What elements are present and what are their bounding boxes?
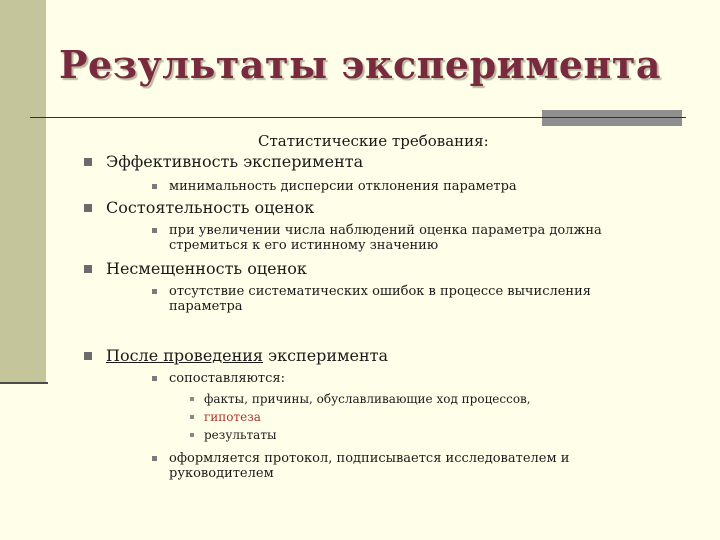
list-item: [84, 259, 307, 278]
list-item-label-underlined: После проведения: [106, 346, 264, 365]
list-sub-item: [152, 179, 517, 194]
list-sub-item-text: стремиться к его истинному значению: [169, 238, 439, 253]
title-rule: [30, 117, 536, 118]
bullet-square-icon: [152, 456, 157, 461]
list-sub-sub-item-text: результаты: [204, 428, 277, 442]
list-sub-item: [152, 223, 602, 253]
list-item-label: эксперимента: [263, 346, 389, 365]
list-sub-item-text: оформляется протокол, подписывается исследователем и: [169, 451, 570, 466]
list-sub-item: [152, 451, 569, 481]
bullet-square-icon: [84, 265, 92, 273]
bullet-square-icon: [190, 415, 194, 419]
bullet-square-icon: [84, 158, 92, 166]
list-sub-item-text: руководителем: [169, 466, 274, 481]
bullet-square-icon: [152, 184, 157, 189]
list-sub-sub-item-text: гипотеза: [204, 410, 261, 424]
subtitle: Статистические требования:: [258, 132, 489, 150]
list-sub-item-text: параметра: [169, 299, 243, 314]
bullet-square-icon: [152, 228, 157, 233]
bullet-square-icon: [84, 204, 92, 212]
list-sub-item-text: сопоставляются:: [169, 371, 285, 386]
list-sub-sub-item: [190, 428, 277, 442]
page-title: Результаты эксперимента: [58, 42, 662, 87]
list-sub-sub-item: [190, 392, 531, 406]
list-sub-sub-item-text: факты, причины, обуславливающие ход процессов,: [204, 392, 531, 406]
bullet-square-icon: [190, 433, 194, 437]
list-item: [84, 346, 388, 365]
list-item: [84, 198, 314, 217]
list-item: [84, 152, 363, 171]
title-rule-accent: [542, 110, 682, 126]
list-item-label: Состоятельность оценок: [106, 198, 315, 217]
list-sub-item-text: отсутствие систематических ошибок в процессе вычисления: [169, 284, 591, 299]
list-sub-item-text: при увеличении числа наблюдений оценка параметра должна: [169, 223, 602, 238]
list-sub-item: [152, 284, 591, 314]
list-sub-item: [152, 371, 285, 386]
bullet-square-icon: [152, 376, 157, 381]
list-sub-sub-item: [190, 410, 261, 424]
list-sub-item-text: минимальность дисперсии отклонения параметра: [169, 179, 517, 194]
bullet-square-icon: [190, 397, 194, 401]
bullet-square-icon: [152, 289, 157, 294]
bullet-square-icon: [84, 352, 92, 360]
title-rule-extension: [536, 117, 686, 118]
list-item-label: Эффективность эксперимента: [106, 152, 364, 171]
list-item-label: Несмещенность оценок: [106, 259, 307, 278]
sidebar-divider: [0, 382, 48, 384]
